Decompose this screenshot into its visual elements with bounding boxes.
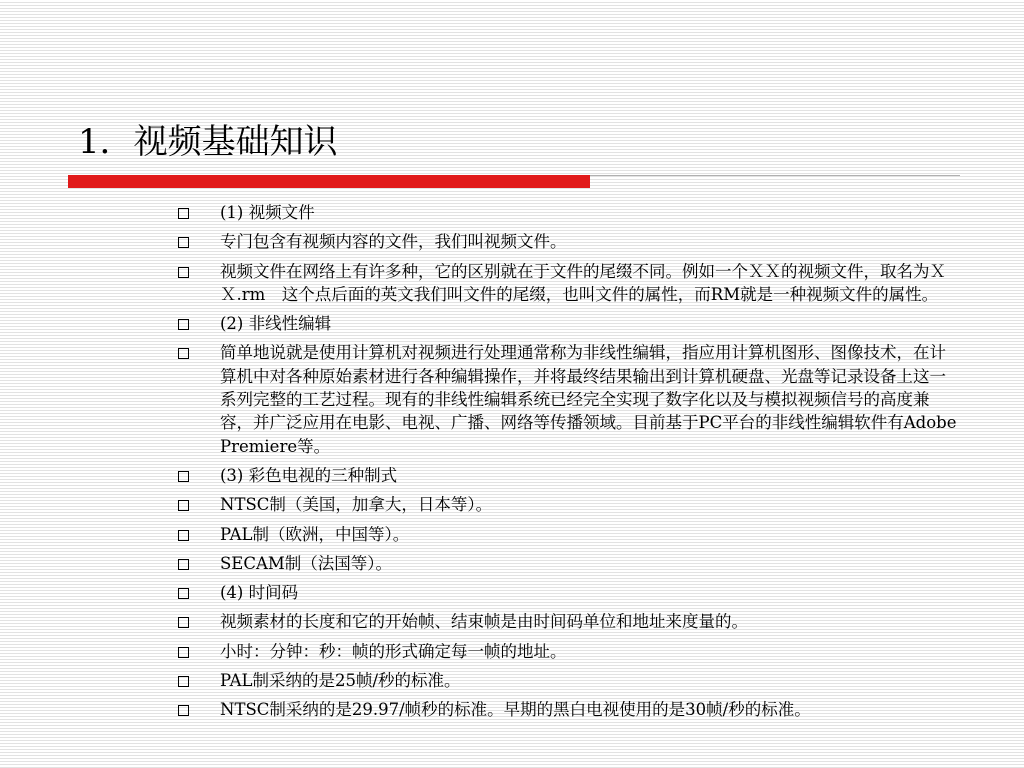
bullet-text: PAL制采纳的是25帧/秒的标准。 (220, 671, 461, 691)
bullet-item-video-file-definition (178, 230, 958, 253)
bullet-text: (4) 时间码 (220, 583, 299, 603)
bullet-text: (3) 彩色电视的三种制式 (220, 465, 398, 485)
bullet-item-ntsc (178, 493, 958, 516)
bullet-item-pal-framerate (178, 669, 958, 692)
title-underline-accent (68, 175, 590, 188)
hollow-square-icon (178, 647, 189, 658)
hollow-square-icon (178, 588, 189, 599)
hollow-square-icon (178, 348, 189, 359)
bullet-item-timecode-definition (178, 610, 958, 633)
bullet-text: 视频素材的长度和它的开始帧、结束帧是由时间码单位和地址来度量的。 (220, 612, 748, 632)
hollow-square-icon (178, 705, 189, 716)
hollow-square-icon (178, 237, 189, 248)
bullet-item-nonlinear-heading (178, 312, 958, 335)
bullet-item-nonlinear-definition (178, 341, 958, 457)
bullet-text: 专门包含有视频内容的文件，我们叫视频文件。 (220, 232, 567, 252)
bullet-text: 小时：分钟：秒：帧的形式确定每一帧的地址。 (220, 641, 567, 661)
bullet-text: (2) 非线性编辑 (220, 314, 332, 334)
bullet-text: 简单地说就是使用计算机对视频进行处理通常称为非线性编辑，指应用计算机图形、图像技术，在计算机中对各种原始素材进行各种编辑操作，并将最终结果输出到计算机硬盘、光盘等记录设备上这一系列完整的工艺过程。现有的非线性编辑系统已经完全实现了数字化以及与模拟视频信号的高度兼容，并广泛应用在电影、电视、广播、网络等传播领域。目前基于PC平台的非线性编辑软件有Adobe Premiere等。 (220, 343, 957, 456)
hollow-square-icon (178, 559, 189, 570)
bullet-item-secam (178, 552, 958, 575)
bullet-item-tv-standards-heading (178, 464, 958, 487)
bullet-text: 视频文件在网络上有许多种，它的区别就在于文件的尾缀不同。例如一个ＸＸ的视频文件，取名为ＸＸ.rm 这个点后面的英文我们叫文件的尾缀，也叫文件的属性，而RM就是一种视频文件的属性。 (220, 261, 946, 304)
bullet-text: (1) 视频文件 (220, 203, 315, 222)
bullet-item-ntsc-framerate (178, 698, 958, 721)
hollow-square-icon (178, 617, 189, 628)
hollow-square-icon (178, 319, 189, 330)
slide-title: 1．视频基础知识 (78, 122, 338, 162)
bullet-text: SECAM制（法国等）。 (220, 553, 393, 573)
title-underline-thin (590, 175, 960, 176)
bullet-item-timecode-format (178, 640, 958, 663)
bullet-list (178, 201, 958, 728)
hollow-square-icon (178, 676, 189, 687)
bullet-text: NTSC制（美国，加拿大，日本等）。 (220, 495, 493, 515)
bullet-text: NTSC制采纳的是29.97/帧秒的标准。早期的黑白电视使用的是30帧/秒的标准。 (220, 700, 811, 720)
hollow-square-icon (178, 208, 189, 219)
bullet-item-file-extension (178, 260, 958, 307)
bullet-text: PAL制（欧洲，中国等）。 (220, 524, 410, 544)
hollow-square-icon (178, 530, 189, 541)
bullet-item-video-file-heading (178, 201, 958, 224)
bullet-item-pal (178, 523, 958, 546)
hollow-square-icon (178, 500, 189, 511)
bullet-item-timecode-heading (178, 581, 958, 604)
hollow-square-icon (178, 471, 189, 482)
hollow-square-icon (178, 267, 189, 278)
